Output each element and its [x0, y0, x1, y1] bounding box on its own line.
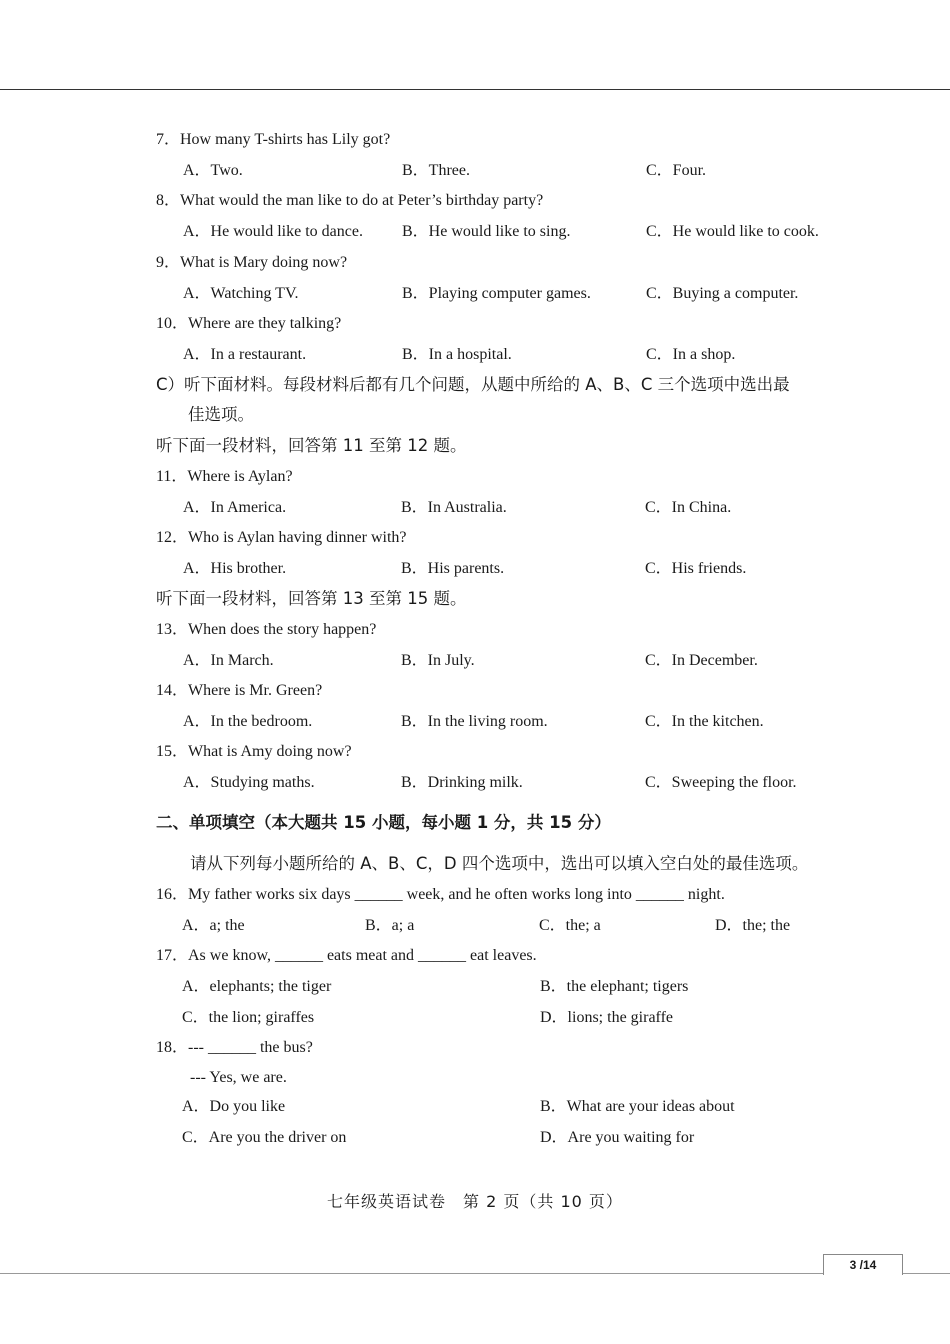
- option-b: B．a; a: [365, 917, 415, 934]
- option-b: B．In Australia.: [401, 499, 507, 516]
- option-c: C．Four.: [646, 162, 707, 179]
- question-text: 16．My father works six days ______ week, and he often works long into ______ night.: [156, 886, 725, 903]
- option-c: C．In the kitchen.: [645, 713, 764, 730]
- option-d: D．lions; the giraffe: [540, 1009, 674, 1026]
- option-a: A．He would like to dance.: [183, 223, 363, 240]
- option-a: A．In March.: [183, 652, 274, 669]
- option-a: A．a; the: [182, 917, 245, 934]
- question-text: 10．Where are they talking?: [156, 315, 342, 332]
- question-text: 18．--- ______ the bus?: [156, 1039, 313, 1056]
- section-c-instruction: C）听下面材料。每段材料后都有几个问题，从题中所给的 A、B、C 三个选项中选出最: [156, 375, 790, 394]
- option-b: B．the elephant; tigers: [540, 978, 689, 995]
- question-text: 8．What would the man like to do at Peter’s birthday party?: [156, 192, 544, 209]
- question-text: 7．How many T-shirts has Lily got?: [156, 131, 391, 148]
- option-c: C．In China.: [645, 499, 732, 516]
- option-c: C．His friends.: [645, 560, 747, 577]
- option-c: C．In December.: [645, 652, 758, 669]
- question-text: 13．When does the story happen?: [156, 621, 377, 638]
- question-text: 11．Where is Aylan?: [156, 468, 293, 485]
- option-c: C．In a shop.: [646, 346, 736, 363]
- question-text: 9．What is Mary doing now?: [156, 254, 348, 271]
- question-text: 15．What is Amy doing now?: [156, 743, 352, 760]
- option-c: C．Sweeping the floor.: [645, 774, 797, 791]
- option-c: C．the; a: [539, 917, 601, 934]
- page-indicator: 3 /14: [823, 1254, 903, 1275]
- question-text: 14．Where is Mr. Green?: [156, 682, 323, 699]
- option-b: B．In July.: [401, 652, 475, 669]
- option-a: A．In America.: [183, 499, 287, 516]
- bottom-rule: [0, 1273, 950, 1274]
- option-a: A．Two.: [183, 162, 243, 179]
- top-rule: [0, 89, 950, 90]
- question-text: 12．Who is Aylan having dinner with?: [156, 529, 407, 546]
- option-c: C．the lion; giraffes: [182, 1009, 315, 1026]
- option-b: B．His parents.: [401, 560, 505, 577]
- section-c-instruction-cont: 佳选项。: [188, 405, 254, 424]
- option-b: B．He would like to sing.: [402, 223, 571, 240]
- option-a: A．elephants; the tiger: [182, 978, 332, 995]
- section-2-title: 二、单项填空（本大题共 15 小题，每小题 1 分，共 15 分）: [156, 813, 611, 832]
- section-2-instruction: 请从下列每小题所给的 A、B、C，D 四个选项中，选出可以填入空白处的最佳选项。: [190, 854, 809, 873]
- option-b: B．Drinking milk.: [401, 774, 523, 791]
- option-a: A．Do you like: [182, 1098, 286, 1115]
- option-d: D．the; the: [715, 917, 791, 934]
- option-c: C．Are you the driver on: [182, 1129, 347, 1146]
- page-footer: 七年级英语试卷 第 2 页（共 10 页）: [327, 1192, 623, 1211]
- dialogue-reply: --- Yes, we are.: [190, 1069, 287, 1086]
- option-c: C．He would like to cook.: [646, 223, 819, 240]
- option-a: A．In a restaurant.: [183, 346, 307, 363]
- option-b: B．In a hospital.: [402, 346, 512, 363]
- question-text: 17．As we know, ______ eats meat and ______ eat leaves.: [156, 947, 537, 964]
- option-a: A．His brother.: [183, 560, 287, 577]
- passage-note-1: 听下面一段材料，回答第 11 至第 12 题。: [156, 436, 467, 455]
- option-a: A．Studying maths.: [183, 774, 315, 791]
- option-b: B．What are your ideas about: [540, 1098, 735, 1115]
- option-b: B．Playing computer games.: [402, 285, 591, 302]
- option-a: A．In the bedroom.: [183, 713, 313, 730]
- passage-note-2: 听下面一段材料，回答第 13 至第 15 题。: [156, 589, 467, 608]
- option-d: D．Are you waiting for: [540, 1129, 695, 1146]
- option-a: A．Watching TV.: [183, 285, 299, 302]
- option-b: B．In the living room.: [401, 713, 548, 730]
- option-c: C．Buying a computer.: [646, 285, 799, 302]
- option-b: B．Three.: [402, 162, 470, 179]
